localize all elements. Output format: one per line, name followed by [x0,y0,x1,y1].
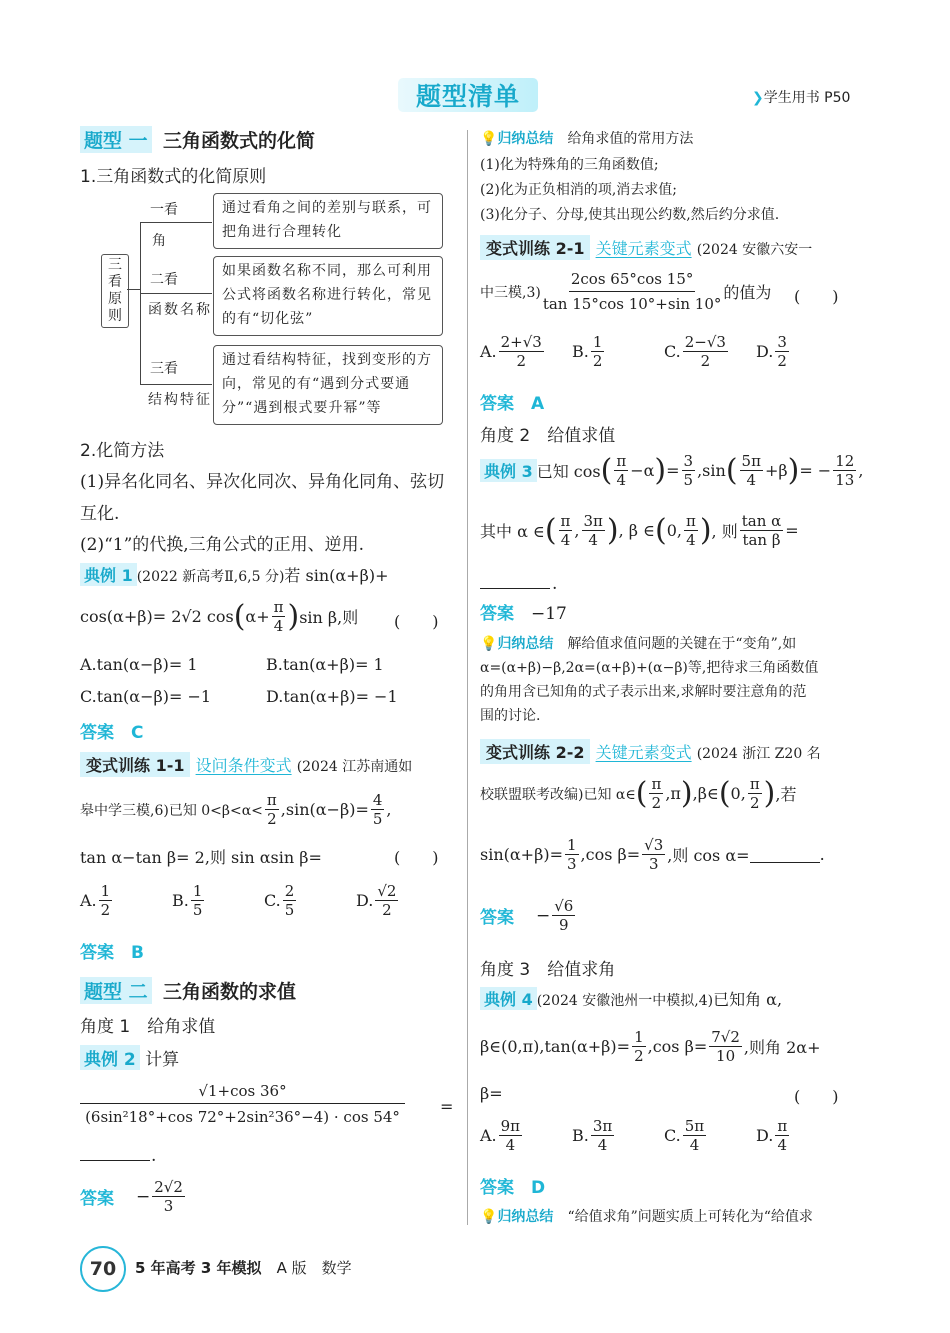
option-d: D. $\frac{\pi}{4}$ [756,1117,788,1154]
variant-2-2-line3: sin(α+β)= $\frac{1}{3}$ ,cos β= $\frac{√3}{3}$ ,则 cos α= . [480,836,825,873]
angle-3-heading: 角度 3 给值求角 [480,960,616,980]
example-2-line1: 典例 2 计算 [80,1045,179,1070]
diagram-box-1: 通过看角之间的差别与联系，可把角进行合理转化 [213,193,443,249]
variant-2-1-options [480,333,791,370]
method-2: (2)“1”的代换,三角公式的正用、逆用. [80,535,365,555]
example-4-line2: β∈(0,π),tan(α+β)= $\frac{1}{2}$ ,cos β= $\frac{7√2}{10}$ ,则角 2α+ [480,1028,821,1065]
diagram-branch-2-sub: 函数名称 [148,302,212,318]
example-1-line2: cos(α+β)= 2√2 cos ( α+ $\frac{\pi}{4}$ ) sin β,则 [80,598,359,635]
variant-2-1-line2: 中三模,3) 2cos 65°cos 15° tan 15°cos 10°+sin 10° 的值为 [480,270,772,313]
variant-2-1-paren: ( ) [794,287,839,306]
subheading-method: 2.化简方法 [80,441,165,461]
subheading-principle: 1.三角函数式的化简原则 [80,167,267,187]
option-b: B. $\frac{1}{5}$ [172,882,203,919]
variant-1-1-options [80,882,400,919]
option-a: A. $\frac{9\pi}{4}$ [480,1117,521,1154]
example-3-answer: 答案 −17 [480,604,567,624]
variant-1-1-paren: ( ) [394,848,439,867]
example-2-answer: 答案 − $\frac{2√2}{3}$ [80,1178,183,1215]
variant-2-2-answer: 答案 − $\frac{√6}{9}$ [480,897,574,934]
example-1-option-d: D.tan(α+β)= −1 [266,687,398,706]
diagram-branch-3: 三看 [150,361,178,377]
variant-2-1-line1: 变式训练 2-1 关键元素变式 (2024 安徽六安一 [480,235,812,260]
angle-2-heading: 角度 2 给值求值 [480,426,616,446]
summary-1-title: 💡归纳总结 给角求值的常用方法 [480,131,694,147]
diagram-box-3: 通过看结构特征，找到变形的方向，常见的有“遇到分式要通分”“遇到根式要升幂”等 [213,345,443,425]
example-2-blank[interactable] [80,1142,150,1161]
option-b: B. $\frac{1}{2}$ [572,333,603,370]
variant-2-1-answer: 答案 A [480,394,545,414]
angle-1-heading: 角度 1 给角求值 [80,1017,216,1037]
example-2-fraction: √1+cos 36° (6sin²18°+cos 72°+2sin²36°−4) · cos 54° [80,1082,405,1126]
variant-1-1-line3: tan α−tan β= 2,则 sin αsin β= [80,848,322,867]
example-3-line2: 其中 α ∈ ( $\frac{\pi}{4}$ , $\frac{3\pi}{4}$ ) , β ∈ ( 0, $\frac{\pi}{4}$ ) , 则 $\frac{\text{tan α}}{\text{tan β}}$ = [480,512,799,549]
student-book-ref: ❯学生用书 P50 [752,90,851,106]
summary-1-items: (1)化为特殊角的三角函数值; (2)化为正负相消的项,消去求值; (3)化分子、分母,使其出现公约数,然后约分求值. [480,157,780,223]
summary-3: 💡归纳总结 “给值求角”问题实质上可转化为“给值求 [480,1209,813,1225]
variant-2-2-line2: 校联盟联考改编)已知 α∈ ( $\frac{\pi}{2}$ ,π ) ,β∈ ( 0, $\frac{\pi}{2}$ ) ,若 [480,775,797,812]
diagram-root: 三看原则 [101,254,129,328]
variant-2-2-line1: 变式训练 2-2 关键元素变式 (2024 浙江 Z20 名 [480,739,821,764]
example-1-line1: 典例 1 (2022 新高考Ⅱ,6,5 分)若 sin(α+β)+ [80,563,388,586]
page-number: 70 [80,1246,126,1292]
variant-2-2-blank[interactable] [750,846,820,863]
option-c: C. $\frac{2}{5}$ [264,882,295,919]
variant-1-1-answer: 答案 B [80,943,144,963]
example-3-line1: 典例 3 已知 cos ( $\frac{\pi}{4}$ −α ) = $\frac{3}{5}$ ,sin ( $\frac{5\pi}{4}$ +β ) = − $\frac{12}{13}$ , [480,452,863,489]
example-1-option-a: A.tan(α−β)= 1 [80,655,198,674]
diagram-branch-3-sub: 结构特征 [148,392,212,408]
section-1-heading: 题型 一 三角函数式的化简 [80,126,315,153]
example-1-option-c: C.tan(α−β)= −1 [80,687,212,706]
option-b: B. $\frac{3\pi}{4}$ [572,1117,613,1154]
section-2-heading: 题型 二 三角函数的求值 [80,977,296,1004]
option-a: A. $\frac{2+√3}{2}$ [480,333,542,370]
example-2-equals: = [440,1097,454,1116]
option-c: C. $\frac{2-√3}{2}$ [664,333,726,370]
example-4-line1: 典例 4 (2024 安徽池州一中模拟,4)已知角 α, [480,987,782,1010]
method-1: (1)异名化同名、异次化同次、异角化同角、弦切互化. [80,472,445,524]
example-1-paren: ( ) [394,612,439,631]
example-4-answer: 答案 D [480,1178,546,1198]
example-3-blank[interactable] [480,572,550,589]
option-d: D. $\frac{√2}{2}$ [356,882,397,919]
example-1-option-b: B.tan(α+β)= 1 [266,655,384,674]
page-header-title: 题型清单 [398,78,538,112]
example-4-paren: ( ) [794,1087,839,1106]
option-d: D. $\frac{3}{2}$ [756,333,787,370]
example-4-options [480,1117,791,1154]
example-4-line3: β= [480,1084,503,1103]
column-divider [467,130,468,1225]
summary-2: 💡归纳总结 解给值求值问题的关键在于“变角”,如 α=(α+β)−β,2α=(α+β)+(α−β)等,把待求三角函数值 的角用含已知角的式子表示出来,求解时要注意角的范 围的讨论. [480,636,819,724]
diagram-box-2: 如果函数名称不同，那么可利用公式将函数名称进行转化，常见的有“切化弦” [213,256,443,336]
diagram-branch-1: 一看 [150,202,178,218]
option-c: C. $\frac{5\pi}{4}$ [664,1117,705,1154]
example-1-answer: 答案 C [80,723,144,743]
variant-1-1-line2: 皋中学三模,6)已知 0<β<α< $\frac{\pi}{2}$ ,sin(α−β)= $\frac{4}{5}$ , [80,791,392,828]
diagram-branch-1-sub: 角 [152,233,166,249]
footer-book: 5 年高考 3 年模拟 A 版 数学 [135,1259,352,1277]
diagram-branch-2: 二看 [150,272,178,288]
option-a: A. $\frac{1}{2}$ [80,882,111,919]
variant-1-1-line1: 变式训练 1-1 设问条件变式 (2024 江苏南通如 [80,752,412,777]
